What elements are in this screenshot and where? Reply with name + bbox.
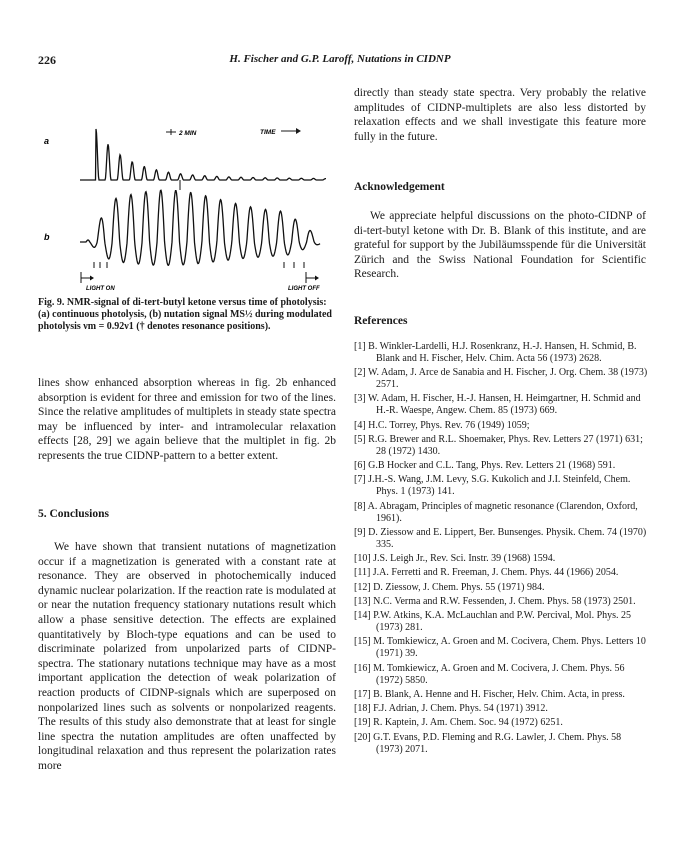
conclusions-text: We have shown that transient nutations of magnetization occur if a magnetization is generated with a constant rate at resonance. They are observed in photochemically induced dynamic nuclear polarization. If the reaction rate is modulated at or near the nutation frequency stationary nutations result which allow a phase sensitive detection. The effects are explained quantitatively by Bloch-type equations and can be used to discriminate polarized from unpolarized parts of CIDNP-spectra. The stationary nutations technique may have as a most important application the detection of weak polarization of reaction products of CIDNP-signals which are superposed on nonpolarized lines such as solvents or nonpolarized reagents. The results of this study also demonstrate that at least for single line spectra the nutation amplitudes are often unaffected by longitudinal relaxation and thus represent the polarization rates more [38, 541, 336, 772]
reference-item: [14] P.W. Atkins, K.A. McLauchlan and P.W. Percival, Mol. Phys. 25 (1973) 281. [354, 610, 632, 634]
light-off-label: LIGHT OFF [288, 286, 320, 292]
acknowledgement-text: We appreciate helpful discussions on the photo-CIDNP of di-tert-butyl ketone with Dr. B. Blank of this institute, and are grateful for support by the Jubiläumsspende für die Universität Zürich and the Swiss National Foundation for Scientific Research. [354, 210, 646, 281]
reference-item: [1] B. Winkler-Lardelli, H.J. Rosenkranz, H.-J. Hansen, H. Schmid, B. Blank and H. Fischer, Helv. Chim. Acta 56 (1973) 2628. [354, 341, 637, 364]
reference-item: [9] D. Ziessow and E. Lippert, Ber. Bunsenges. Physik. Chem. 74 (1970) 335. [354, 526, 647, 550]
reference-item: [3] W. Adam, H. Fischer, H.-J. Hansen, H. Heimgartner, H. Schmid and H.-R. Waespe, Angew. Chem. 85 (1973) 669. [354, 393, 641, 417]
scale-label: 2 MIN [179, 130, 197, 137]
conclusions-heading: 5. Conclusions [38, 508, 109, 520]
trace-a-label: a [44, 136, 50, 146]
figure-caption: Fig. 9. NMR-signal of di-tert-butyl ketone versus time of photolysis: (a) continuous photolysis, (b) nutation signal MS½ during modulated photolysis νm = 0.92ν1 († denotes resonance positions). [38, 297, 332, 332]
reference-item: [13] N.C. Verma and R.W. Fessenden, J. Chem. Phys. 58 (1973) 2501. [354, 595, 636, 607]
reference-item: [5] R.G. Brewer and R.L. Shoemaker, Phys. Rev. Letters 27 (1971) 631; 28 (1972) 1430. [354, 433, 643, 457]
acknowledgement-heading: Acknowledgement [354, 181, 445, 193]
reference-item: [4] H.C. Torrey, Phys. Rev. 76 (1949) 1059; [354, 419, 530, 431]
left-column-paragraph: lines show enhanced absorption whereas in fig. 2b enhanced absorption is evident for three and emission for two of the lines. Since the relative amplitudes of multiplets in steady state spectra may be influenced by inter- and intramolecular relaxation effects [28, 29] we again believe that the multiplet in fig. 2b represents the true CIDNP-pattern to a better extent. [38, 377, 336, 462]
trace-b-label: b [44, 232, 50, 242]
right-column-paragraph: directly than steady state spectra. Very probably the relative amplitudes of CIDNP-multiplets are also less distorted by relaxation effects and we shall investigate this feature more fully in the future. [354, 87, 646, 143]
reference-item: [17] B. Blank, A. Henne and H. Fischer, Helv. Chim. Acta, in press. [354, 688, 625, 700]
light-on-marker [81, 272, 115, 292]
reference-item: [20] G.T. Evans, P.D. Fleming and R.G. Lawler, J. Chem. Phys. 58 (1973) 2071. [354, 731, 622, 755]
time-arrow [260, 128, 301, 136]
light-off-marker [288, 272, 320, 292]
reference-item: [12] D. Ziessow, J. Chem. Phys. 55 (1971) 984. [354, 581, 545, 593]
reference-list [354, 341, 650, 758]
reference-item: [8] A. Abragam, Principles of magnetic resonance (Clarendon, Oxford, 1961). [354, 500, 638, 524]
reference-item: [2] W. Adam, J. Arce de Sanabia and H. Fischer, J. Org. Chem. 38 (1973) 2571. [354, 367, 648, 391]
page-number: 226 [38, 53, 56, 67]
reference-item: [6] G.B Hocker and C.L. Tang, Phys. Rev. Letters 21 (1968) 591. [354, 460, 616, 472]
reference-item: [19] R. Kaptein, J. Am. Chem. Soc. 94 (1972) 6251. [354, 717, 563, 729]
reference-item: [10] J.S. Leigh Jr., Rev. Sci. Instr. 39 (1968) 1594. [354, 553, 556, 565]
reference-item: [16] M. Tomkiewicz, A. Groen and M. Cocivera, J. Chem. Phys. 56 (1972) 5850. [354, 662, 625, 686]
nmr-nutation-figure [38, 92, 338, 292]
time-scale-bar [166, 129, 197, 137]
time-label: TIME [260, 129, 276, 136]
reference-item: [11] J.A. Ferretti and R. Freeman, J. Chem. Phys. 44 (1966) 2054. [354, 567, 619, 579]
trace-a-continuous-photolysis [80, 129, 326, 180]
reference-item: [7] J.H.-S. Wang, J.M. Levy, S.G. Kukolich and J.I. Steinfeld, Chem. Phys. 1 (1973) 141. [354, 474, 631, 498]
reference-item: [15] M. Tomkiewicz, A. Groen and M. Cocivera, Chem. Phys. Letters 10 (1971) 39. [354, 636, 646, 660]
references-heading: References [354, 315, 408, 327]
running-head: H. Fischer and G.P. Laroff, Nutations in CIDNP [229, 53, 451, 65]
light-on-label: LIGHT ON [86, 286, 115, 292]
trace-b-nutation-signal [80, 190, 320, 265]
reference-item: [18] F.J. Adrian, J. Chem. Phys. 54 (1971) 3912. [354, 703, 548, 715]
